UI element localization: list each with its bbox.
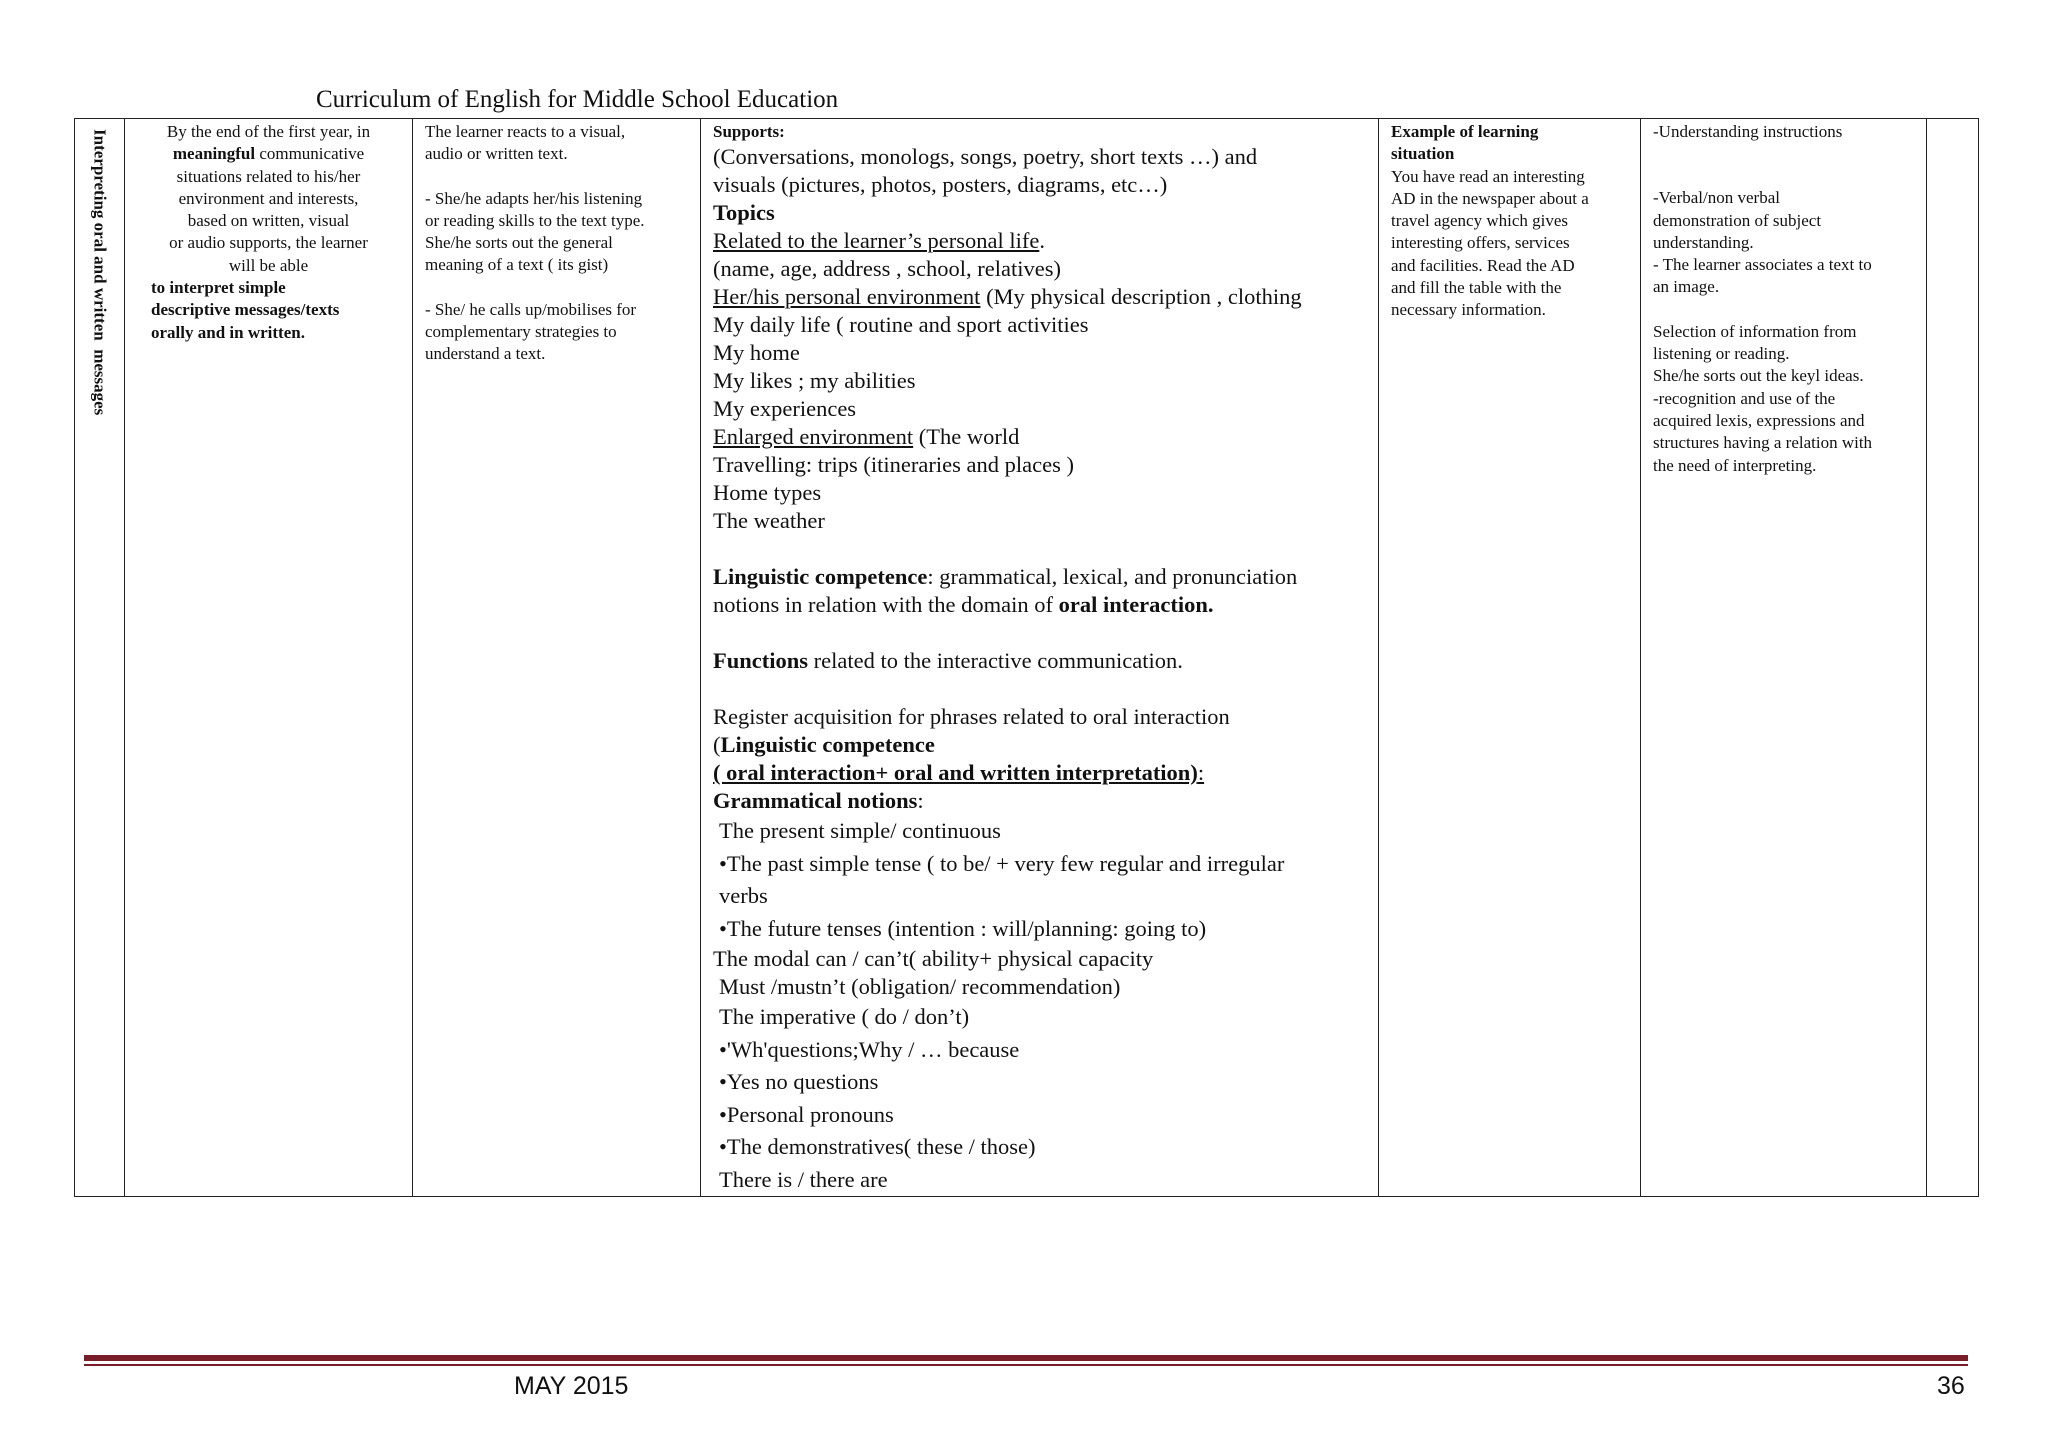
topic-line: My daily life ( routine and sport activities [713,312,1089,337]
learning-situation-cell [1379,119,1641,1197]
empty-cell [1927,119,1979,1197]
grammar-heading: Grammatical notions: [713,788,924,813]
assessment-line: understanding. [1653,232,1754,252]
footer-date: MAY 2015 [514,1372,629,1400]
objective-line: will be able [228,255,309,275]
assessment-line: - The learner associates a text to [1653,255,1872,275]
grammar-item: There is / there are [719,1166,888,1192]
topic-line: (name, age, address , school, relatives) [713,256,1061,281]
footer-rule-thin [84,1364,1968,1366]
component-line: She/he sorts out the general [425,233,613,253]
grammar-item: •The future tenses (intention : will/planning: going to) [719,915,1207,941]
grammar-item: The modal can / can’t( ability+ physical capacity [713,946,1154,971]
assessment-line: demonstration of subject [1653,210,1822,230]
objective-line: meaningful communicative [172,144,365,164]
assessment-line: listening or reading. [1653,344,1790,364]
supports-line: (Conversations, monologs, songs, poetry, short texts …) and [713,144,1258,169]
assessment-line: She/he sorts out the keyl ideas. [1653,366,1864,386]
objective-line: orally and in written. [151,322,305,342]
component-line: understand a text. [425,344,546,364]
assessment-cell [1641,119,1927,1197]
situation-line: and facilities. Read the AD [1391,255,1575,275]
page-number: 36 [1937,1372,1965,1400]
grammar-item: verbs [719,883,768,908]
linguistic-line: Linguistic competence: grammatical, lexical, and pronunciation [713,564,1298,589]
component-line: or reading skills to the text type. [425,210,645,230]
curriculum-table [74,118,1979,1197]
register-line: Register acquisition for phrases related to oral interaction [713,704,1230,729]
situation-line: interesting offers, services [1391,233,1570,253]
assessment-line: -recognition and use of the [1653,388,1836,408]
topic-line: My likes ; my abilities [713,368,916,393]
grammar-item: •The past simple tense ( to be/ + very few regular and irregular [719,850,1285,876]
resources-cell [701,119,1379,1197]
objective-line: based on written, visual [187,211,350,231]
situation-line: AD in the newspaper about a [1391,188,1589,208]
oral-written-line: ( oral interaction+ oral and written interpretation): [713,760,1205,785]
topic-line: My experiences [713,396,857,421]
topics-heading: Topics [713,200,775,225]
assessment-line: acquired lexis, expressions and [1653,410,1865,430]
assessment-line: -Verbal/non verbal [1653,188,1780,208]
objective-line: to interpret simple [151,278,286,298]
objective-line: descriptive messages/texts [151,300,340,320]
assessment-line: structures having a relation with [1653,433,1873,453]
objective-line: or audio supports, the learner [169,233,368,253]
situation-line: necessary information. [1391,300,1546,320]
competency-cell [75,119,125,1197]
component-line: The learner reacts to a visual, [425,122,626,141]
grammar-item: The imperative ( do / don’t) [719,1004,970,1029]
assessment-line: an image. [1653,277,1720,297]
component-line: complementary strategies to [425,322,617,342]
objective-line: situations related to his/her [176,166,361,186]
grammar-item: •Personal pronouns [719,1101,894,1127]
grammar-item: •The demonstratives( these / those) [719,1134,1036,1159]
assessment-line: Selection of information from [1653,321,1857,341]
component-line: audio or written text. [425,144,568,164]
situation-line: and fill the table with the [1391,278,1562,298]
topic-line: Travelling: trips (itineraries and places ) [713,452,1074,477]
components-cell [413,119,701,1197]
grammar-item: The present simple/ continuous [719,818,1001,843]
linguistic-line: notions in relation with the domain of oral interaction. [713,592,1214,617]
objective-line: environment and interests, [178,188,359,208]
assessment-line: -Understanding instructions [1653,122,1843,141]
supports-label: Supports: [713,122,785,141]
situation-line: travel agency which gives [1391,211,1569,231]
component-line: - She/ he calls up/mobilises for [425,299,637,319]
situation-heading: situation [1391,144,1455,164]
topic-line: My home [713,340,800,365]
situation-line: You have read an interesting [1391,166,1585,186]
topic-line: Home types [713,480,822,505]
topic-line: Her/his personal environment (My physical description , clothing [713,284,1302,309]
component-line: meaning of a text ( its gist) [425,255,609,275]
table-row [75,119,1979,1197]
assessment-line: the need of interpreting. [1653,455,1817,475]
topic-line: Related to the learner’s personal life. [713,228,1045,253]
footer-rule [84,1355,1968,1361]
page-title: Curriculum of English for Middle School Education [316,86,839,113]
objective-line: By the end of the first year, in [166,122,371,141]
competency-label: Interpreting oral and written messages [90,129,110,416]
grammar-item: •'Wh'questions;Why / … because [719,1036,1020,1062]
supports-line: visuals (pictures, photos, posters, diagrams, etc…) [713,172,1168,197]
functions-line: Functions related to the interactive communication. [713,648,1183,673]
terminal-objective-cell [125,119,413,1197]
situation-heading: Example of learning [1391,122,1539,141]
topic-line: Enlarged environment (The world [713,424,1020,449]
grammar-item: Must /mustn’t (obligation/ recommendation) [719,974,1121,999]
component-line: - She/he adapts her/his listening [425,188,643,208]
topic-line: The weather [713,508,825,533]
grammar-item: •Yes no questions [719,1069,879,1094]
linguistic2-line: (Linguistic competence [713,732,935,757]
